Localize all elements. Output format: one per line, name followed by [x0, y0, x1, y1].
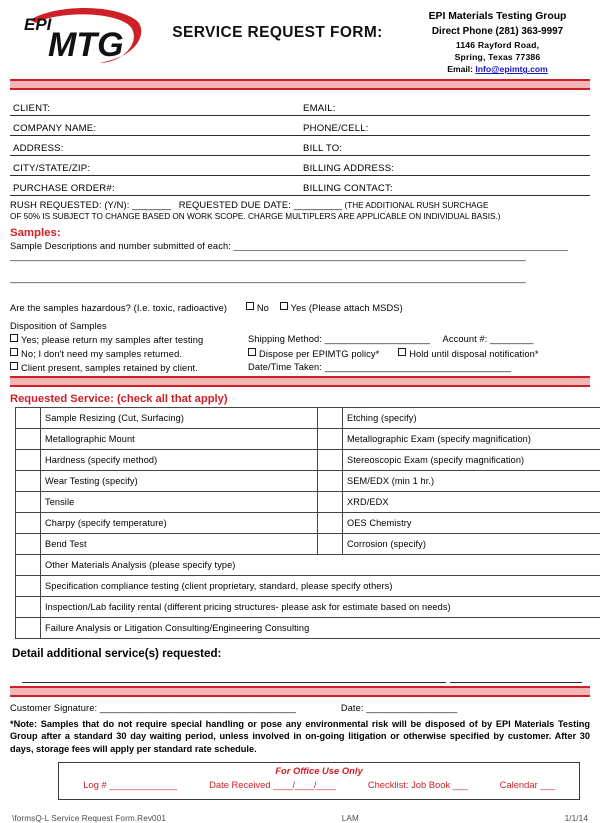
company-street: 1146 Rayford Road, — [405, 39, 590, 51]
rush-input-blank[interactable]: ________ — [132, 199, 171, 210]
checklist-job-book-blank[interactable]: ___ — [453, 779, 467, 790]
samples-heading: Samples: — [10, 227, 590, 239]
date-received-label: Date Received — [209, 779, 271, 790]
requested-due-date-label: REQUESTED DUE DATE: — [179, 199, 291, 210]
field-label-email[interactable]: EMAIL: — [300, 96, 590, 116]
disposition-option-no-return — [10, 348, 248, 359]
label-return-samples: Yes; please return my samples after testing — [21, 335, 203, 345]
checkbox-cell-oes-chemistry[interactable] — [318, 512, 343, 533]
checkbox-cell-hardness[interactable] — [16, 449, 41, 470]
service-label-wear-testing[interactable]: Wear Testing (specify) — [41, 470, 318, 491]
sample-descriptions-row — [10, 241, 590, 251]
service-label-bend-test[interactable]: Bend Test — [41, 533, 318, 554]
checkbox-hold-until-notification[interactable] — [398, 348, 406, 356]
sample-descriptions-blank-1[interactable]: ______________________________________________________________________ — [234, 241, 568, 251]
table-row — [10, 156, 590, 176]
detail-additional-services-input[interactable] — [10, 674, 590, 683]
table-row — [10, 116, 590, 136]
checkbox-no-return-samples[interactable] — [10, 348, 18, 356]
sample-descriptions-blank-3[interactable]: ____________________________________________________________________________________________________________ — [10, 273, 590, 295]
hazardous-samples-row — [10, 302, 590, 313]
checkbox-cell-sem-edx[interactable] — [318, 470, 343, 491]
service-label-spec-compliance[interactable]: Specification compliance testing (client proprietary, standard, please specify others) — [41, 575, 600, 596]
requested-due-date-blank[interactable]: __________ — [294, 199, 342, 210]
service-label-tensile[interactable]: Tensile — [41, 491, 318, 512]
customer-signature-label: Customer Signature: — [10, 703, 97, 713]
table-row — [16, 554, 600, 575]
checklist-job-book-field[interactable] — [368, 779, 467, 790]
service-label-hardness[interactable]: Hardness (specify method) — [41, 449, 318, 470]
shipping-method-blank[interactable]: ______________________ — [325, 334, 430, 344]
email-label: Email: — [447, 64, 473, 74]
label-client-present: Client present, samples retained by client. — [21, 363, 198, 373]
checkbox-cell-metallographic-mount[interactable] — [16, 428, 41, 449]
table-row — [16, 575, 600, 596]
field-label-bill-to[interactable]: BILL TO: — [300, 136, 590, 156]
checkbox-cell-stereoscopic-exam[interactable] — [318, 449, 343, 470]
requested-service-heading: Requested Service: (check all that apply) — [10, 393, 590, 405]
table-row — [16, 491, 600, 512]
disposition-title: Disposition of Samples — [10, 321, 590, 331]
disposition-option-return — [10, 334, 248, 345]
table-row — [16, 533, 600, 554]
table-row — [16, 512, 600, 533]
office-use-only-fields — [59, 779, 579, 790]
service-label-corrosion[interactable]: Corrosion (specify) — [343, 533, 600, 554]
signature-date-blank[interactable]: ___________________ — [366, 703, 457, 713]
label-no-return-samples: No; I don't need my samples returned. — [21, 349, 182, 359]
log-number-label: Log # — [83, 779, 106, 790]
checkbox-cell-wear-testing[interactable] — [16, 470, 41, 491]
checkbox-dispose-per-policy[interactable] — [248, 348, 256, 356]
page-title: SERVICE REQUEST FORM: — [150, 4, 405, 42]
checkbox-cell-metallographic-exam[interactable] — [318, 428, 343, 449]
company-phone: Direct Phone (281) 363-9997 — [405, 25, 590, 39]
table-row — [16, 617, 600, 638]
table-row — [16, 596, 600, 617]
label-hazardous-no: No — [257, 303, 269, 313]
checkbox-hazardous-yes[interactable] — [280, 302, 288, 310]
table-row — [16, 470, 600, 491]
field-label-address[interactable]: ADDRESS: — [10, 136, 300, 156]
log-number-blank[interactable]: ______________ — [109, 779, 176, 790]
table-row — [10, 96, 590, 116]
service-label-metallographic-mount[interactable]: Metallographic Mount — [41, 428, 318, 449]
service-label-xrd-edx[interactable]: XRD/EDX — [343, 491, 600, 512]
company-city-state-zip: Spring, Texas 77386 — [405, 51, 590, 63]
requested-service-table — [15, 407, 600, 639]
checkbox-hazardous-no[interactable] — [246, 302, 254, 310]
detail-additional-services-heading: Detail additional service(s) requested: — [12, 647, 590, 660]
checkbox-client-present[interactable] — [10, 362, 18, 370]
checkbox-cell-failure-analysis[interactable] — [16, 617, 41, 638]
field-label-company-name[interactable]: COMPANY NAME: — [10, 116, 300, 136]
detail-line-1[interactable] — [22, 674, 446, 683]
divider-signature — [10, 686, 590, 697]
log-number-field[interactable] — [83, 779, 176, 790]
field-label-billing-address[interactable]: BILLING ADDRESS: — [300, 156, 590, 176]
table-row — [16, 449, 600, 470]
label-dispose-per-policy: Dispose per EPIMTG policy* — [259, 349, 379, 359]
signature-date-label: Date: — [341, 703, 364, 713]
company-name: EPI Materials Testing Group — [405, 10, 590, 25]
checkbox-cell-inspection-lab-rental[interactable] — [16, 596, 41, 617]
checkbox-cell-bend-test[interactable] — [16, 533, 41, 554]
checkbox-cell-etching[interactable] — [318, 407, 343, 428]
svg-text:MTG: MTG — [48, 26, 124, 64]
shipping-method-label: Shipping Method: — [248, 334, 322, 344]
account-number-label: Account #: — [443, 334, 488, 344]
email-link[interactable]: Info@epimtg.com — [475, 64, 547, 74]
service-label-oes-chemistry[interactable]: OES Chemistry — [343, 512, 600, 533]
field-label-client[interactable]: CLIENT: — [10, 96, 300, 116]
form-header — [10, 0, 590, 76]
signature-row — [10, 703, 590, 713]
label-hazardous-yes: Yes (Please attach MSDS) — [291, 303, 403, 313]
disposal-note: *Note: Samples that do not require special handling or pose any environmental risk will be disposed of by EPI Materials Testing Group after a standard 30 day waiting period, unless involved in on-going litigation or otherwise specified by customer. After 30 days, storage fees will apply per standard rate schedule. — [10, 718, 590, 755]
office-use-only-box — [58, 762, 580, 800]
table-row — [16, 407, 600, 428]
divider-top — [10, 79, 590, 90]
sample-descriptions-label: Sample Descriptions and number submitted of each: — [10, 241, 231, 251]
service-label-sample-resizing[interactable]: Sample Resizing (Cut, Surfacing) — [41, 407, 318, 428]
disposition-option-client-present — [10, 362, 248, 373]
account-number-blank[interactable]: _________ — [490, 334, 533, 344]
footer-document-path: \formsQ-L Service Request Form.Rev001 — [12, 814, 166, 823]
svg-text:EPI: EPI — [24, 15, 53, 34]
table-row — [10, 176, 590, 196]
page-footer — [10, 814, 590, 823]
service-label-inspection-lab-rental[interactable]: Inspection/Lab facility rental (different pricing structures- please ask for estimate based on needs) — [41, 596, 600, 617]
field-label-phone-cell[interactable]: PHONE/CELL: — [300, 116, 590, 136]
shipping-method-row — [248, 334, 590, 345]
client-info-table — [10, 96, 590, 196]
office-use-only-title: For Office Use Only — [59, 765, 579, 776]
service-label-charpy[interactable]: Charpy (specify temperature) — [41, 512, 318, 533]
divider-services — [10, 376, 590, 387]
date-received-field[interactable] — [209, 779, 335, 790]
company-contact-block — [405, 4, 590, 75]
checkbox-return-samples[interactable] — [10, 334, 18, 342]
disposition-block — [10, 321, 590, 373]
field-label-city-state-zip[interactable]: CITY/STATE/ZIP: — [10, 156, 300, 176]
checkbox-cell-corrosion[interactable] — [318, 533, 343, 554]
hazardous-question: Are the samples hazardous? (I.e. toxic, radioactive) — [10, 303, 227, 313]
field-label-purchase-order[interactable]: PURCHASE ORDER#: — [10, 176, 300, 196]
rush-label: RUSH REQUESTED: (Y/N): — [10, 199, 129, 210]
customer-signature-blank[interactable]: _________________________________________ — [100, 703, 296, 713]
disposition-grid — [10, 334, 590, 373]
checkbox-cell-xrd-edx[interactable] — [318, 491, 343, 512]
service-label-stereoscopic-exam[interactable]: Stereoscopic Exam (specify magnification) — [343, 449, 600, 470]
service-label-failure-analysis[interactable]: Failure Analysis or Litigation Consulting/Engineering Consulting — [41, 617, 600, 638]
footer-revision-date: 1/1/14 — [565, 814, 588, 823]
service-label-other-materials-analysis[interactable]: Other Materials Analysis (please specify type) — [41, 554, 600, 575]
checkbox-cell-other-materials-analysis[interactable] — [16, 554, 41, 575]
epi-mtg-logo — [10, 4, 150, 68]
company-email-row — [405, 63, 590, 75]
datetime-taken-blank[interactable]: _______________________________________ — [325, 362, 511, 372]
checkbox-cell-charpy[interactable] — [16, 512, 41, 533]
checkbox-cell-spec-compliance[interactable] — [16, 575, 41, 596]
sample-descriptions-blank-2[interactable]: ____________________________________________________________________________________________________________ — [10, 251, 590, 273]
field-label-billing-contact[interactable]: BILLING CONTACT: — [300, 176, 590, 196]
checklist-job-book-label: Checklist: Job Book — [368, 779, 450, 790]
rush-request-block — [10, 199, 590, 223]
service-label-etching[interactable]: Etching (specify) — [343, 407, 600, 428]
footer-initials: LAM — [342, 814, 359, 823]
checkbox-cell-sample-resizing[interactable] — [16, 407, 41, 428]
datetime-taken-label: Date/Time Taken: — [248, 362, 322, 372]
service-label-metallographic-exam[interactable]: Metallographic Exam (specify magnification) — [343, 428, 600, 449]
detail-line-2[interactable] — [450, 674, 582, 683]
checkbox-cell-tensile[interactable] — [16, 491, 41, 512]
rush-surcharge-note-part2: OF 50% IS SUBJECT TO CHANGE BASED ON WORK SCOPE. CHARGE MULTIPLERS ARE APPLICABLE ON INDIVIDUAL BASIS.) — [10, 212, 590, 223]
calendar-label: Calendar — [500, 779, 538, 790]
calendar-field[interactable] — [500, 779, 555, 790]
datetime-taken-row — [248, 362, 590, 373]
rush-surcharge-note-part1: (THE ADDITIONAL RUSH SURCHAGE — [345, 201, 489, 210]
disposal-options-row — [248, 348, 590, 359]
label-hold-until-notification: Hold until disposal notification* — [409, 349, 538, 359]
calendar-blank[interactable]: ___ — [540, 779, 554, 790]
date-received-blank[interactable]: ____/____/____ — [273, 779, 335, 790]
table-row — [10, 136, 590, 156]
service-label-sem-edx[interactable]: SEM/EDX (min 1 hr.) — [343, 470, 600, 491]
table-row — [16, 428, 600, 449]
